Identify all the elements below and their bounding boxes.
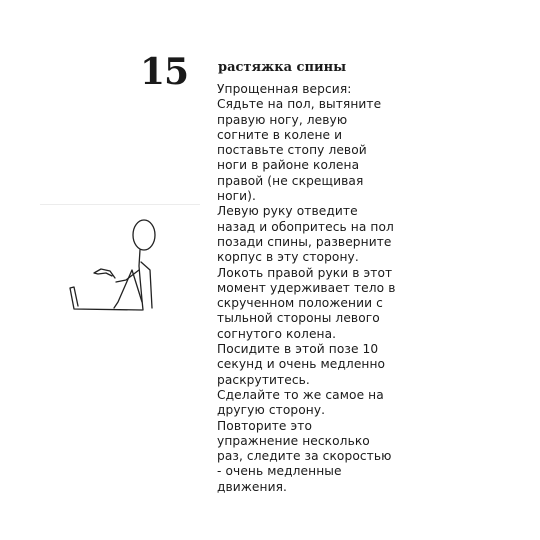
- figure-extended-leg: [70, 287, 142, 310]
- exercise-description: Упрощенная версия: Сядьте на пол, вытяните правую ногу, левую согните в колене и поставьте стопу левой ноги в районе колена правой (не скрещивая ноги). Левую руку отведите назад и обопритесь на пол позади спины, разверните корпус в эту сторону. Локоть правой руки в этот момент удерживает тело в скрученном положении с тыльной стороны левого согнутого колена. Посидите в этой позе 10 секунд и очень медленно раскрутитесь. Сделайте то же самое на другую сторону. Повторите это упражнение несколько раз, следите за скоростью - очень медленные движения.: [217, 82, 396, 494]
- figure-torso: [139, 250, 143, 310]
- stick-figure-illustration: [60, 210, 220, 320]
- divider-line: [40, 204, 200, 205]
- figure-head: [133, 220, 155, 250]
- exercise-title: растяжка спины: [218, 60, 347, 75]
- exercise-number: 15: [140, 51, 189, 93]
- seated-twist-figure: [60, 210, 220, 320]
- figure-bent-leg: [114, 270, 142, 308]
- figure-hand: [94, 269, 115, 278]
